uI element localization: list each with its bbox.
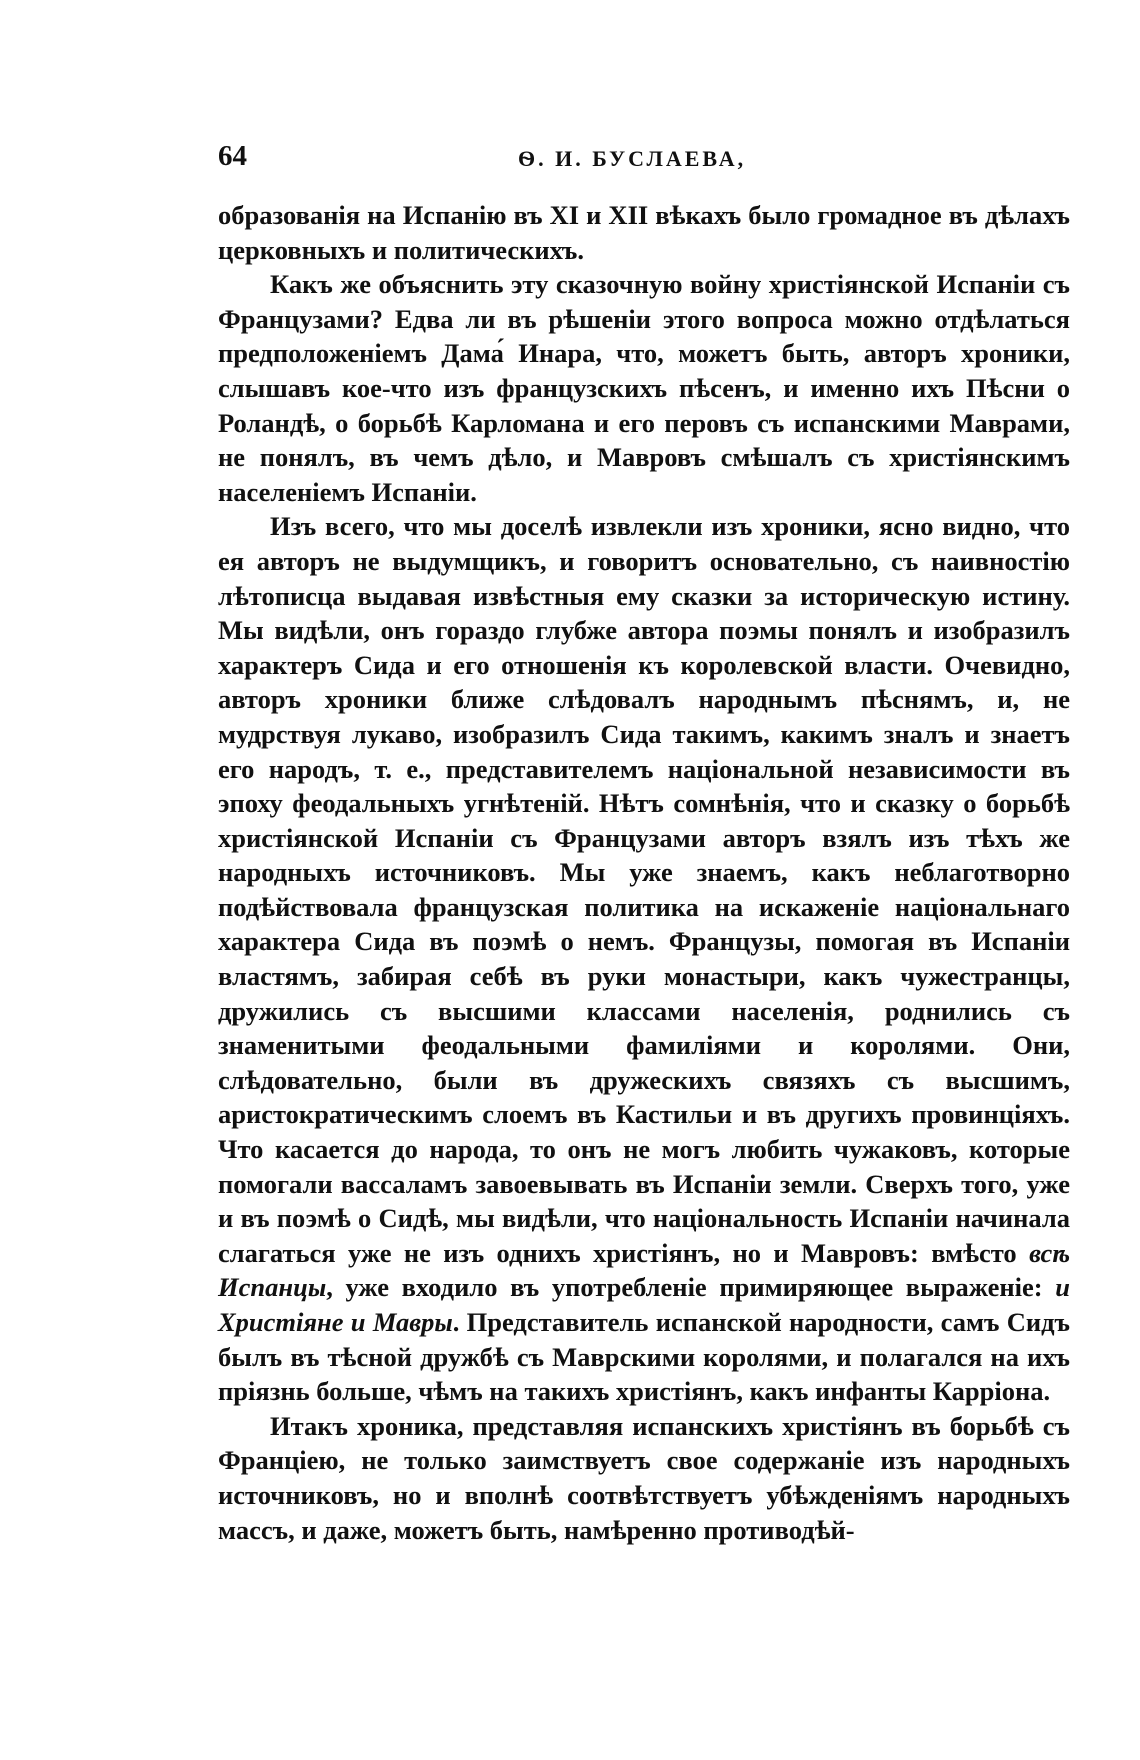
- paragraph-2: [218, 267, 1070, 509]
- paragraph-1-text: образованія на Испанію въ XI и XII вѣкахъ было громадное въ дѣлахъ церковныхъ и политическихъ.: [218, 200, 1070, 265]
- paragraph-4: [218, 1409, 1070, 1547]
- running-title: Ѳ. И. БУСЛАЕВА,: [518, 146, 747, 171]
- italic-phrase-2: и Христіяне и Мавры: [218, 1272, 1071, 1337]
- paragraph-3-text-3: . Представитель испанской народности, самъ Сидъ былъ въ тѣсной дружбѣ съ Маврскими королями, и полагался на ихъ пріязнь больше, чѣмъ на такихъ христіянъ, какъ инфанты Карріона.: [218, 1307, 1070, 1407]
- paragraph-3: [218, 509, 1070, 1408]
- body-text: [218, 198, 1070, 1547]
- paragraph-2-text: Какъ же объяснить эту сказочную войну христіянской Испаніи съ Французами? Едва ли въ рѣшеніи этого вопроса можно отдѣлаться предположеніемъ Дама́ Инара, что, можетъ быть, авторъ хроники, слышавъ кое-что изъ французскихъ пѣсенъ, и именно ихъ Пѣсни о Роландѣ, о борьбѣ Карломана и его перовъ съ испанскими Маврами, не понялъ, въ чемъ дѣло, и Мавровъ смѣшалъ съ христіянскимъ населеніемъ Испаніи.: [218, 269, 1070, 507]
- page-number: 64: [218, 140, 247, 172]
- paragraph-3-text-2: , уже входило въ употребленіе примиряющее выраженіе:: [326, 1272, 1043, 1303]
- page-header: [218, 140, 1080, 180]
- paragraph-3-text: Изъ всего, что мы доселѣ извлекли изъ хроники, ясно видно, что ея авторъ не выдумщикъ, и говоритъ основательно, съ наивностію лѣтописца выдавая извѣстныя ему сказки за историческую истину. Мы видѣли, онъ гораздо глубже автора поэмы понялъ и изобразилъ характеръ Сида и его отношенія къ королевской власти. Очевидно, авторъ хроники ближе слѣдовалъ народнымъ пѣснямъ, и, не мудрствуя лукаво, изобразилъ Сида такимъ, какимъ зналъ и знаетъ его народъ, т. е., представителемъ національной независимости въ эпоху феодальныхъ угнѣтеній. Нѣтъ сомнѣнія, что и сказку о борьбѣ христіянской Испаніи съ Французами авторъ взялъ изъ тѣхъ же народныхъ источниковъ. Мы уже знаемъ, какъ неблаготворно подѣйствовала французская политика на искаженіе національнаго характера Сида въ поэмѣ о немъ. Французы, помогая въ Испаніи властямъ, забирая себѣ въ руки монастыри, какъ чужестранцы, дружились съ высшими классами населенія, роднились съ знаменитыми феодальными фамиліями и королями. Они, слѣдовательно, были въ дружескихъ связяхъ съ высшимъ, аристократическимъ слоемъ въ Кастильи и въ другихъ провинціяхъ. Что касается до народа, то онъ не могъ любить чужаковъ, которые помогали вассаламъ завоевывать въ Испаніи земли. Сверхъ того, уже и въ поэмѣ о Сидѣ, мы видѣли, что національность Испаніи начинала слагаться уже не изъ однихъ христіянъ, но и Мавровъ: вмѣсто: [218, 511, 1070, 1268]
- italic-phrase-1: всѣ Испанцы: [218, 1237, 1070, 1303]
- paragraph-4-text: Итакъ хроника, представляя испанскихъ христіянъ въ борьбѣ съ Франціею, не только заимствуетъ свое содержаніе изъ народныхъ источниковъ, но и вполнѣ соотвѣтствуетъ убѣжденіямъ народныхъ массъ, и даже, можетъ быть, намѣренно противодѣй-: [218, 1410, 1070, 1545]
- paragraph-1: [218, 198, 1070, 267]
